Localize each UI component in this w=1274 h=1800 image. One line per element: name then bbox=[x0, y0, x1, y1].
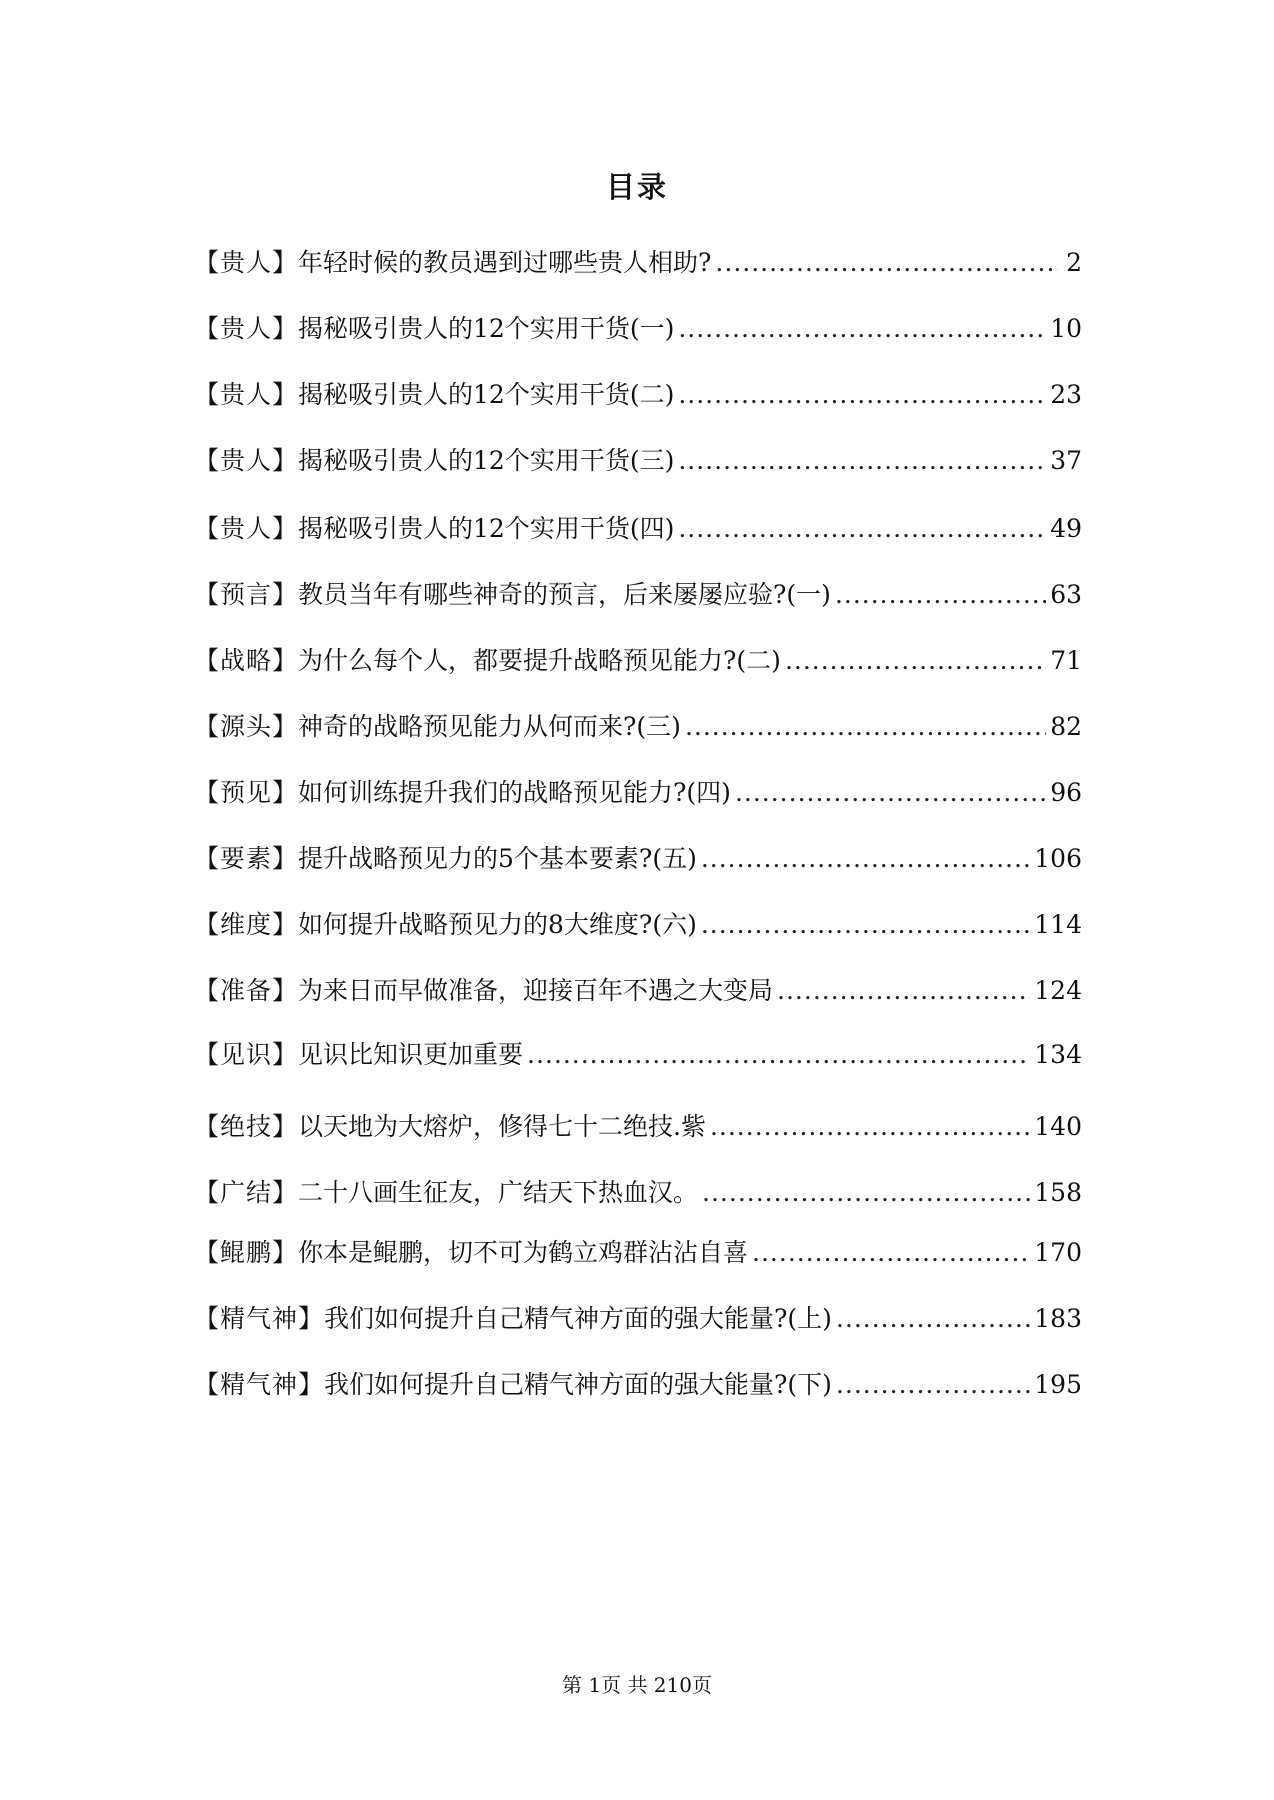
toc-leader-dots bbox=[701, 842, 1030, 876]
toc-leader-dots bbox=[710, 1110, 1030, 1144]
toc-entry-page: 140 bbox=[1034, 1112, 1082, 1141]
toc-entry[interactable] bbox=[194, 438, 1082, 478]
toc-entry[interactable] bbox=[194, 1032, 1082, 1072]
toc-entry-page: 37 bbox=[1050, 446, 1082, 475]
toc-entry-page: 134 bbox=[1034, 1040, 1082, 1069]
toc-entry-page: 10 bbox=[1050, 314, 1082, 343]
toc-title: 目录 bbox=[605, 170, 668, 204]
toc-entry-tag: 【源头】 bbox=[194, 712, 299, 741]
toc-entry[interactable] bbox=[194, 638, 1082, 678]
toc-entry-tag: 【见识】 bbox=[194, 1040, 299, 1069]
toc-entry-page: 114 bbox=[1034, 910, 1082, 939]
toc-entry-page: 82 bbox=[1050, 712, 1082, 741]
toc-entry-text: 我们如何提升自己精气神方面的强大能量?(上) bbox=[324, 1304, 832, 1333]
toc-entry-text: 提升战略预见力的5个基本要素?(五) bbox=[298, 844, 697, 873]
toc-entry-page: 96 bbox=[1050, 778, 1082, 807]
toc-entry-text: 见识比知识更加重要 bbox=[298, 1040, 524, 1069]
toc-entry[interactable] bbox=[194, 1362, 1082, 1402]
toc-leader-dots bbox=[785, 644, 1046, 678]
toc-entry-text: 如何提升战略预见力的8大维度?(六) bbox=[298, 910, 697, 939]
toc-entry[interactable] bbox=[194, 836, 1082, 876]
toc-entry-text: 揭秘吸引贵人的12个实用干货(三) bbox=[298, 446, 675, 475]
toc-entry-text: 揭秘吸引贵人的12个实用干货(二) bbox=[298, 380, 675, 409]
toc-entry-tag: 【准备】 bbox=[194, 976, 299, 1005]
toc-entry-page: 2 bbox=[1066, 248, 1082, 277]
toc-entry-text: 二十八画生征友，广结天下热血汉。 bbox=[298, 1178, 699, 1207]
toc-entry-tag: 【预言】 bbox=[194, 580, 299, 609]
toc-leader-dots bbox=[678, 312, 1046, 346]
toc-entry-tag: 【绝技】 bbox=[194, 1112, 299, 1141]
toc-entry-tag: 【贵人】 bbox=[194, 446, 299, 475]
toc-entry-tag: 【贵人】 bbox=[194, 514, 299, 543]
toc-entry-text: 你本是鲲鹏，切不可为鹤立鸡群沾沾自喜 bbox=[298, 1238, 749, 1267]
toc-entry[interactable] bbox=[194, 240, 1082, 280]
toc-leader-dots bbox=[715, 246, 1058, 280]
toc-entry-tag: 【广结】 bbox=[194, 1178, 299, 1207]
toc-entry[interactable] bbox=[194, 902, 1082, 942]
toc-entry[interactable] bbox=[194, 1170, 1082, 1210]
toc-leader-dots bbox=[836, 1368, 1030, 1402]
toc-entry-text: 如何训练提升我们的战略预见能力?(四) bbox=[298, 778, 731, 807]
toc-entry-tag: 【维度】 bbox=[194, 910, 299, 939]
toc-leader-dots bbox=[685, 710, 1046, 744]
toc-entry-text: 揭秘吸引贵人的12个实用干货(四) bbox=[298, 514, 675, 543]
toc-entry-tag: 【精气神】 bbox=[194, 1304, 325, 1333]
toc-entry[interactable] bbox=[194, 704, 1082, 744]
toc-entry-page: 183 bbox=[1034, 1304, 1082, 1333]
toc-entry-page: 49 bbox=[1050, 514, 1082, 543]
toc-entry-tag: 【贵人】 bbox=[194, 380, 299, 409]
toc-leader-dots bbox=[678, 512, 1046, 546]
toc-entry-text: 为什么每个人，都要提升战略预见能力?(二) bbox=[298, 646, 781, 675]
toc-entry[interactable] bbox=[194, 1296, 1082, 1336]
toc-entry[interactable] bbox=[194, 372, 1082, 412]
toc-entry-text: 神奇的战略预见能力从何而来?(三) bbox=[298, 712, 681, 741]
toc-entry[interactable] bbox=[194, 506, 1082, 546]
toc-entry-text: 揭秘吸引贵人的12个实用干货(一) bbox=[298, 314, 675, 343]
toc-entry[interactable] bbox=[194, 770, 1082, 810]
toc-leader-dots bbox=[678, 444, 1046, 478]
toc-entry-page: 106 bbox=[1034, 844, 1082, 873]
toc-entry[interactable] bbox=[194, 1230, 1082, 1270]
toc-entry-page: 195 bbox=[1034, 1370, 1082, 1399]
toc-entry-text: 教员当年有哪些神奇的预言，后来屡屡应验?(一) bbox=[298, 580, 831, 609]
toc-entry-page: 170 bbox=[1034, 1238, 1082, 1267]
toc-entry[interactable] bbox=[194, 1104, 1082, 1144]
toc-entry[interactable] bbox=[194, 572, 1082, 612]
toc-entry-tag: 【预见】 bbox=[194, 778, 299, 807]
toc-entry-page: 158 bbox=[1034, 1178, 1082, 1207]
toc-entry-tag: 【战略】 bbox=[194, 646, 299, 675]
toc-entry-text: 以天地为大熔炉，修得七十二绝技.紫 bbox=[298, 1112, 706, 1141]
toc-entry-tag: 【鲲鹏】 bbox=[194, 1238, 299, 1267]
toc-entry-page: 124 bbox=[1034, 976, 1082, 1005]
toc-leader-dots bbox=[735, 776, 1046, 810]
toc-leader-dots bbox=[702, 1176, 1030, 1210]
toc-entry-text: 我们如何提升自己精气神方面的强大能量?(下) bbox=[324, 1370, 832, 1399]
toc-entry-tag: 【贵人】 bbox=[194, 248, 299, 277]
toc-leader-dots bbox=[777, 974, 1030, 1008]
toc-leader-dots bbox=[835, 578, 1046, 612]
toc-leader-dots bbox=[836, 1302, 1030, 1336]
toc-leader-dots bbox=[752, 1236, 1030, 1270]
toc-entry[interactable] bbox=[194, 968, 1082, 1008]
toc-leader-dots bbox=[678, 378, 1046, 412]
toc-entry-text: 为来日而早做准备，迎接百年不遇之大变局 bbox=[298, 976, 774, 1005]
toc-entry[interactable] bbox=[194, 306, 1082, 346]
toc-entry-tag: 【精气神】 bbox=[194, 1370, 325, 1399]
toc-entry-tag: 【贵人】 bbox=[194, 314, 299, 343]
toc-entry-page: 71 bbox=[1050, 646, 1082, 675]
toc-entry-text: 年轻时候的教员遇到过哪些贵人相助? bbox=[298, 248, 712, 277]
toc-entry-page: 63 bbox=[1050, 580, 1082, 609]
toc-entry-page: 23 bbox=[1050, 380, 1082, 409]
toc-leader-dots bbox=[527, 1038, 1030, 1072]
toc-leader-dots bbox=[701, 908, 1030, 942]
toc-entry-tag: 【要素】 bbox=[194, 844, 299, 873]
page-footer: 第 1页 共 210页 bbox=[562, 1673, 712, 1697]
